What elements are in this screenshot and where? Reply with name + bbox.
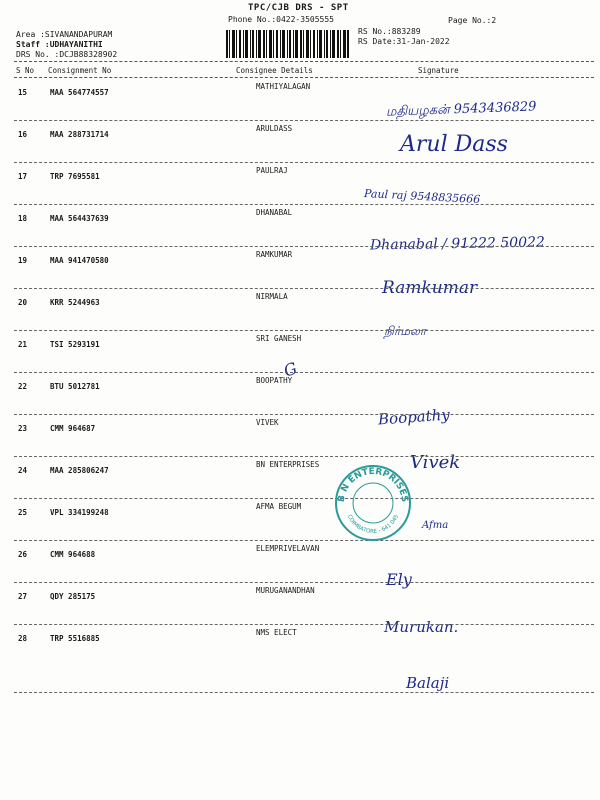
table-row (0, 122, 600, 164)
row-divider (14, 540, 594, 541)
header-divider (14, 77, 594, 78)
col-consignee-details: Consignee Details (236, 66, 313, 75)
row-consignee: DHANABAL (256, 208, 293, 217)
row-sno: 25 (18, 508, 28, 517)
row-divider (14, 414, 594, 415)
row-consignee: RAMKUMAR (256, 250, 293, 259)
sheet-title: TPC/CJB DRS - SPT (248, 3, 349, 13)
row-signature: Ramkumar (382, 278, 478, 298)
row-consignment: TSI 5293191 (50, 340, 100, 349)
page-number: Page No.:2 (448, 16, 497, 25)
row-consignment: TRP 5516885 (50, 634, 100, 643)
row-sno: 26 (18, 550, 28, 559)
row-divider (14, 246, 594, 247)
row-sno: 15 (18, 88, 28, 97)
table-row (0, 542, 600, 589)
row-consignee: ELEMPRIVELAVAN (256, 544, 320, 553)
table-row (0, 164, 600, 206)
row-sno: 22 (18, 382, 28, 391)
table-row (0, 80, 600, 122)
row-signature: Boopathy (377, 405, 451, 429)
row-consignment: KRR 5244963 (50, 298, 100, 307)
row-signature: Vivek (410, 452, 461, 473)
row-sno: 27 (18, 592, 28, 601)
row-sno: 20 (18, 298, 28, 307)
row-divider (14, 456, 594, 457)
col-consignment: Consignment No (48, 66, 112, 75)
row-consignee: AFMA BEGUM (256, 502, 302, 511)
row-divider (14, 120, 594, 121)
row-signature: Paul raj 9548835666 (363, 186, 481, 207)
row-signature: Balaji (406, 674, 450, 692)
row-consignee: NIRMALA (256, 292, 288, 301)
row-sno: 18 (18, 214, 28, 223)
stamp-city: COIMBATORE - 641 045 (345, 513, 401, 536)
row-signature: Ely (386, 570, 412, 589)
row-consignment: MAA 288731714 (50, 130, 109, 139)
company-stamp (334, 464, 412, 542)
row-divider (14, 498, 594, 499)
rs-number: RS No.:883289 (358, 27, 421, 36)
row-consignee: BN ENTERPRISES (256, 460, 320, 469)
row-sno: 16 (18, 130, 28, 139)
row-divider (14, 624, 594, 625)
row-sno: 17 (18, 172, 28, 181)
row-sno: 28 (18, 634, 28, 643)
phone-number: Phone No.:0422-3505555 (228, 15, 334, 24)
table-row (0, 458, 600, 500)
svg-text:COIMBATORE - 641 045 (346, 514, 400, 536)
row-consignment: QDY 285175 (50, 592, 96, 601)
table-row (0, 626, 600, 692)
staff-label: Staff :UDHAYANITHI (16, 40, 103, 49)
row-consignee: MATHIYALAGAN (256, 82, 311, 91)
row-divider (14, 582, 594, 583)
row-consignment: CMM 964688 (50, 550, 96, 559)
row-signature: Arul Dass (400, 132, 508, 157)
row-sno: 24 (18, 466, 28, 475)
table-row (0, 500, 600, 542)
row-consignment: MAA 564774557 (50, 88, 109, 97)
stamp-text: B N ENTERPRISES (336, 466, 410, 503)
row-consignment: TRP 7695581 (50, 172, 100, 181)
row-consignment: BTU 5012781 (50, 382, 100, 391)
row-divider (14, 372, 594, 373)
row-consignee: PAULRAJ (256, 166, 288, 175)
row-sno: 21 (18, 340, 28, 349)
table-row (0, 290, 600, 338)
row-consignee: BOOPATHY (256, 376, 293, 385)
row-consignment: MAA 564437639 (50, 214, 109, 223)
rs-date: RS Date:31-Jan-2022 (358, 37, 450, 46)
drs-number: DRS No. :DCJB88328902 (16, 50, 118, 59)
row-signature: நிர்மலா (384, 324, 427, 338)
row-signature: மதியழகன் 9543436829 (385, 99, 537, 120)
barcode-image (226, 30, 350, 58)
row-sno: 23 (18, 424, 28, 433)
row-consignment: MAA 285806247 (50, 466, 109, 475)
row-divider (14, 288, 594, 289)
row-consignee: SRI GANESH (256, 334, 302, 343)
row-consignee: VIVEK (256, 418, 279, 427)
row-signature: Dhanabal / 91222 50022 (369, 234, 546, 254)
col-sno: S No (16, 66, 35, 75)
row-signature: Murukan. (384, 618, 459, 636)
row-divider (14, 162, 594, 163)
row-divider (14, 692, 594, 693)
row-signature: G (281, 358, 300, 381)
row-consignment: CMM 964687 (50, 424, 96, 433)
row-consignee: MURUGANANDHAN (256, 586, 315, 595)
row-consignment: VPL 334199248 (50, 508, 109, 517)
col-signature: Signature (418, 66, 459, 75)
row-consignee: ARULDASS (256, 124, 293, 133)
row-consignee: NMS ELECT (256, 628, 297, 637)
row-consignment: MAA 941470580 (50, 256, 109, 265)
row-divider (14, 204, 594, 205)
row-sno: 19 (18, 256, 28, 265)
row-signature: Afma (422, 520, 449, 531)
svg-text:B N ENTERPRISES (337, 467, 409, 503)
row-divider (14, 330, 594, 331)
area-label: Area :SIVANANDAPURAM (16, 30, 113, 39)
top-divider (14, 61, 594, 62)
table-row (0, 206, 600, 254)
